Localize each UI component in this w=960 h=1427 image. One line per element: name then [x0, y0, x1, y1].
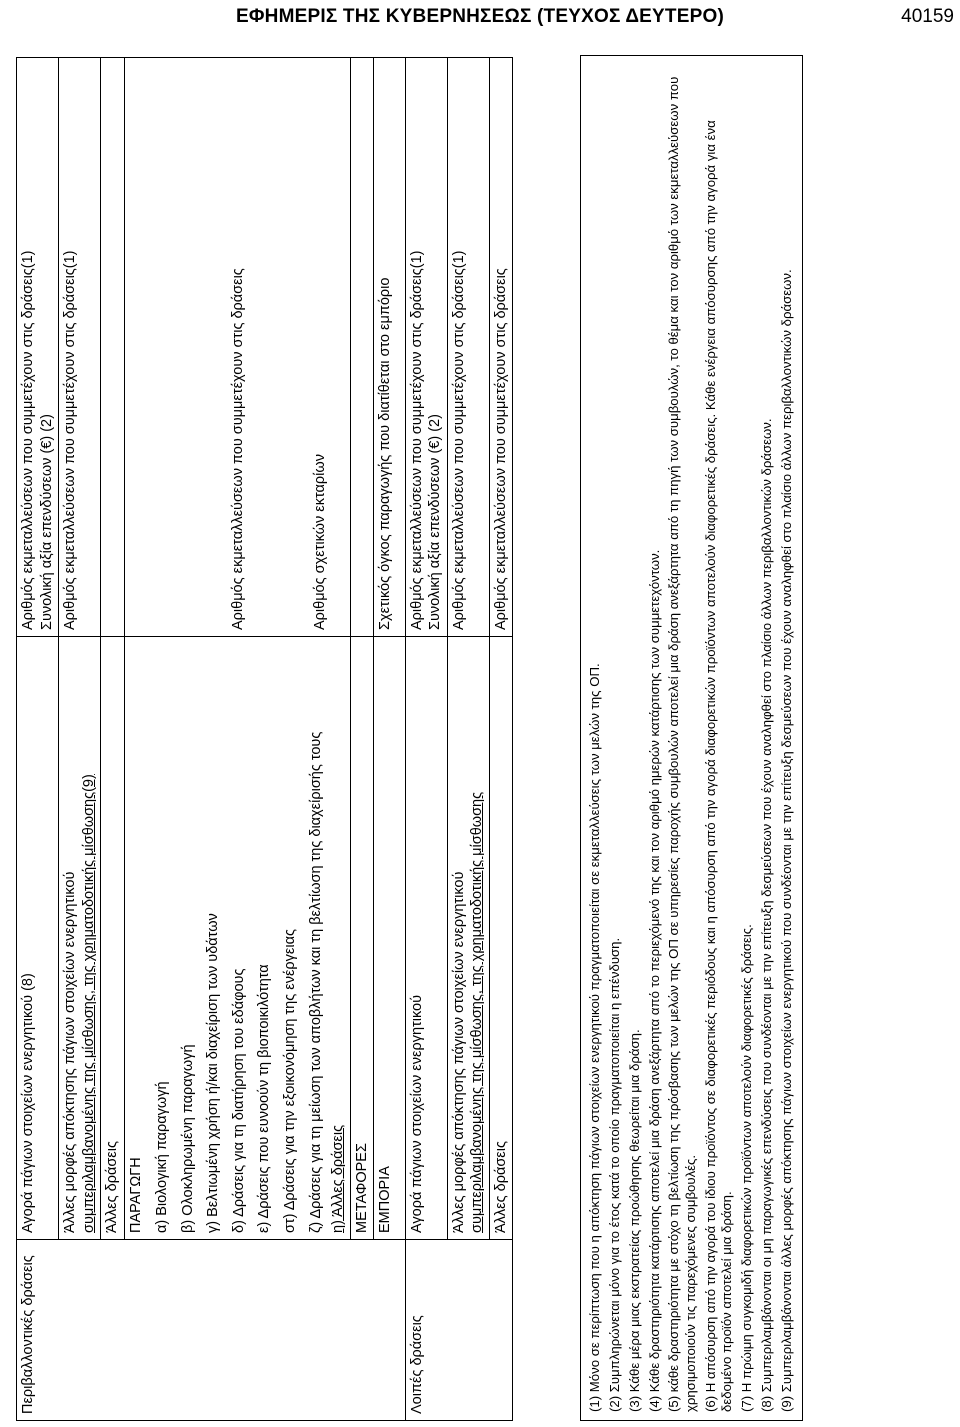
rotated-content — [8, 51, 953, 1421]
table-row — [124, 58, 350, 1421]
indicator-cell: Αριθμός εκμεταλλεύσεων που συμμετέχουν στις δράσεις(1) — [447, 58, 489, 637]
page-header — [0, 6, 960, 32]
table-row — [350, 58, 374, 1421]
indicator-cell: Αριθμός εκμεταλλεύσεων που συμμετέχουν στις δράσεις Αριθμός σχετικών εκταρίων — [124, 58, 350, 637]
table-row — [489, 58, 513, 1421]
action-cell: ΕΜΠΟΡΙΑ — [374, 637, 406, 1240]
table-row — [405, 58, 447, 1421]
production-block: ΠΑΡΑΓΩΓΗ α) Βιολογική παραγωγή β) Ολοκληρωμένη παραγωγή γ) Βελτιωμένη χρήση ή/και διαχείριση των υδάτων δ) Δράσεις για τη διατήρηση του εδάφους ε) Δράσεις που ευνοούν τη βιοποικιλότητα στ) Δράσεις για την εξοικονόμηση της ενέργειας ζ) Δράσεις για τη μείωση των αποβλήτων και τη βελτίωση της διαχείρισής τους η) Άλλες δράσεις — [124, 637, 350, 1240]
footnotes — [580, 55, 803, 1421]
action-cell: ΜΕΤΑΦΟΡΕΣ — [350, 637, 374, 1240]
action-cell: Άλλες δράσεις — [489, 637, 513, 1240]
gazette-title: ΕΦΗΜΕΡΙΣ ΤΗΣ ΚΥΒΕΡΝΗΣΕΩΣ (ΤΕΥΧΟΣ ΔΕΥΤΕΡΟ) — [236, 6, 724, 27]
table-row — [101, 58, 125, 1421]
footnote: (4) Κάθε δραστηριότητα κατάρτισης αποτελεί μια δράση ανεξάρτητα από το περιεχόμενό της και τον αριθμό ημερών κατάρτισης των συμμετεχόντων. — [646, 549, 662, 1412]
footnote: (5) κάθε δραστηριότητα με στόχο τη βελτίωση της πρόσβασης των μελών της ΟΠ σε υπηρεσίες παροχής συμβουλών αποτελεί μια δράση ανεξάρτητα από τη πηγή των συμβουλών, το θέμα και τον αριθμό των εκμεταλλεύσεων που χρησιμοποιούν τις παρεχόμενες συμβουλές. — [666, 76, 698, 1412]
indicator-cell: Αριθμός εκμεταλλεύσεων που συμμετέχουν στις δράσεις(1) Συνολική αξία επενδύσεων (€) (2) — [17, 58, 59, 637]
indicator-cell: Αριθμός εκμεταλλεύσεων που συμμετέχουν στις δράσεις — [489, 58, 513, 637]
action-cell: Άλλες μορφές απόκτησης πάγιων στοιχείων ενεργητικού συμπεριλαμβανομένης της μίσθωσης, της χρηματοδοτικής μίσθωσης — [447, 637, 489, 1240]
footnote: (3) Κάθε μέρα μιας εκστρατείας προώθησης θεωρείται μια δράση. — [626, 1029, 642, 1412]
action-cell: Άλλες δράσεις — [101, 637, 125, 1240]
table-row — [374, 58, 406, 1421]
indicator-cell: Σχετικός όγκος παραγωγής που διατίθεται στο εμπόριο — [374, 58, 406, 637]
footnote: (6) Η απόσυρση από την αγορά του ίδιου προϊόντος σε διαφορετικές περιόδους και η απόσυρση από την αγορά διαφορετικών προϊόντων αποτελούν διαφορετικές δράσεις. Κάθε ενέργεια απόσυρσης από την αγορά για ένα δεδομένο προϊόν αποτελεί μια δράση. — [702, 120, 735, 1412]
page-number: 40159 — [901, 6, 954, 27]
footnote: (2) Συμπληρώνεται μόνο για το έτος κατά το οποίο πραγματοποιείται η επένδυση. — [606, 937, 622, 1412]
group-other: Λοιπές δράσεις — [405, 1240, 447, 1421]
indicator-cell: Αριθμός εκμεταλλεύσεων που συμμετέχουν στις δράσεις(1) Συνολική αξία επενδύσεων (€) (2) — [405, 58, 447, 637]
action-cell: Άλλες μορφές απόκτησης πάγιων στοιχείων ενεργητικού συμπεριλαμβανομένης της μίσθωσης, της χρηματοδοτικής μίσθωσης(9) — [59, 637, 101, 1240]
action-cell: Αγορά πάγιων στοιχείων ενεργητικού (8) — [17, 637, 59, 1240]
footnote: (9) Συμπεριλαμβάνονται άλλες μορφές απόκτησης πάγιων στοιχείων ενεργητικού που συνδέονται με την επίτευξη δεσμεύσεων που έχουν αναληφθεί στο πλαίσιο άλλων περιβαλλοντικών δράσεων. — [778, 269, 794, 1412]
table-row — [447, 58, 489, 1421]
footnote: (1) Μόνο σε περίπτωση που η απόκτηση πάγιων στοιχείων ενεργητικού πραγματοποιείται σε εκμεταλλεύσεις των μελών της ΟΠ. — [587, 663, 602, 1412]
indicator-cell: Αριθμός εκμεταλλεύσεων που συμμετέχουν στις δράσεις(1) — [59, 58, 101, 637]
table-row — [17, 58, 59, 1421]
actions-table — [16, 57, 513, 1421]
group-environmental: Περιβαλλοντικές δράσεις — [17, 1240, 59, 1421]
footnote: (8) Συμπεριλαμβάνονται οι μη παραγωγικές επενδύσεις που συνδέονται με την επίτευξη δεσμεύσεων που έχουν αναληφθεί στο πλαίσιο άλλων περιβαλλοντικών δράσεων. — [758, 418, 774, 1412]
table-row — [59, 58, 101, 1421]
action-cell: Αγορά πάγιων στοιχείων ενεργητικού — [405, 637, 447, 1240]
footnote: (7) Η πρώιμη συγκομιδή διαφορετικών προϊόντων αποτελούν διαφορετικές δράσεις. — [738, 924, 754, 1412]
